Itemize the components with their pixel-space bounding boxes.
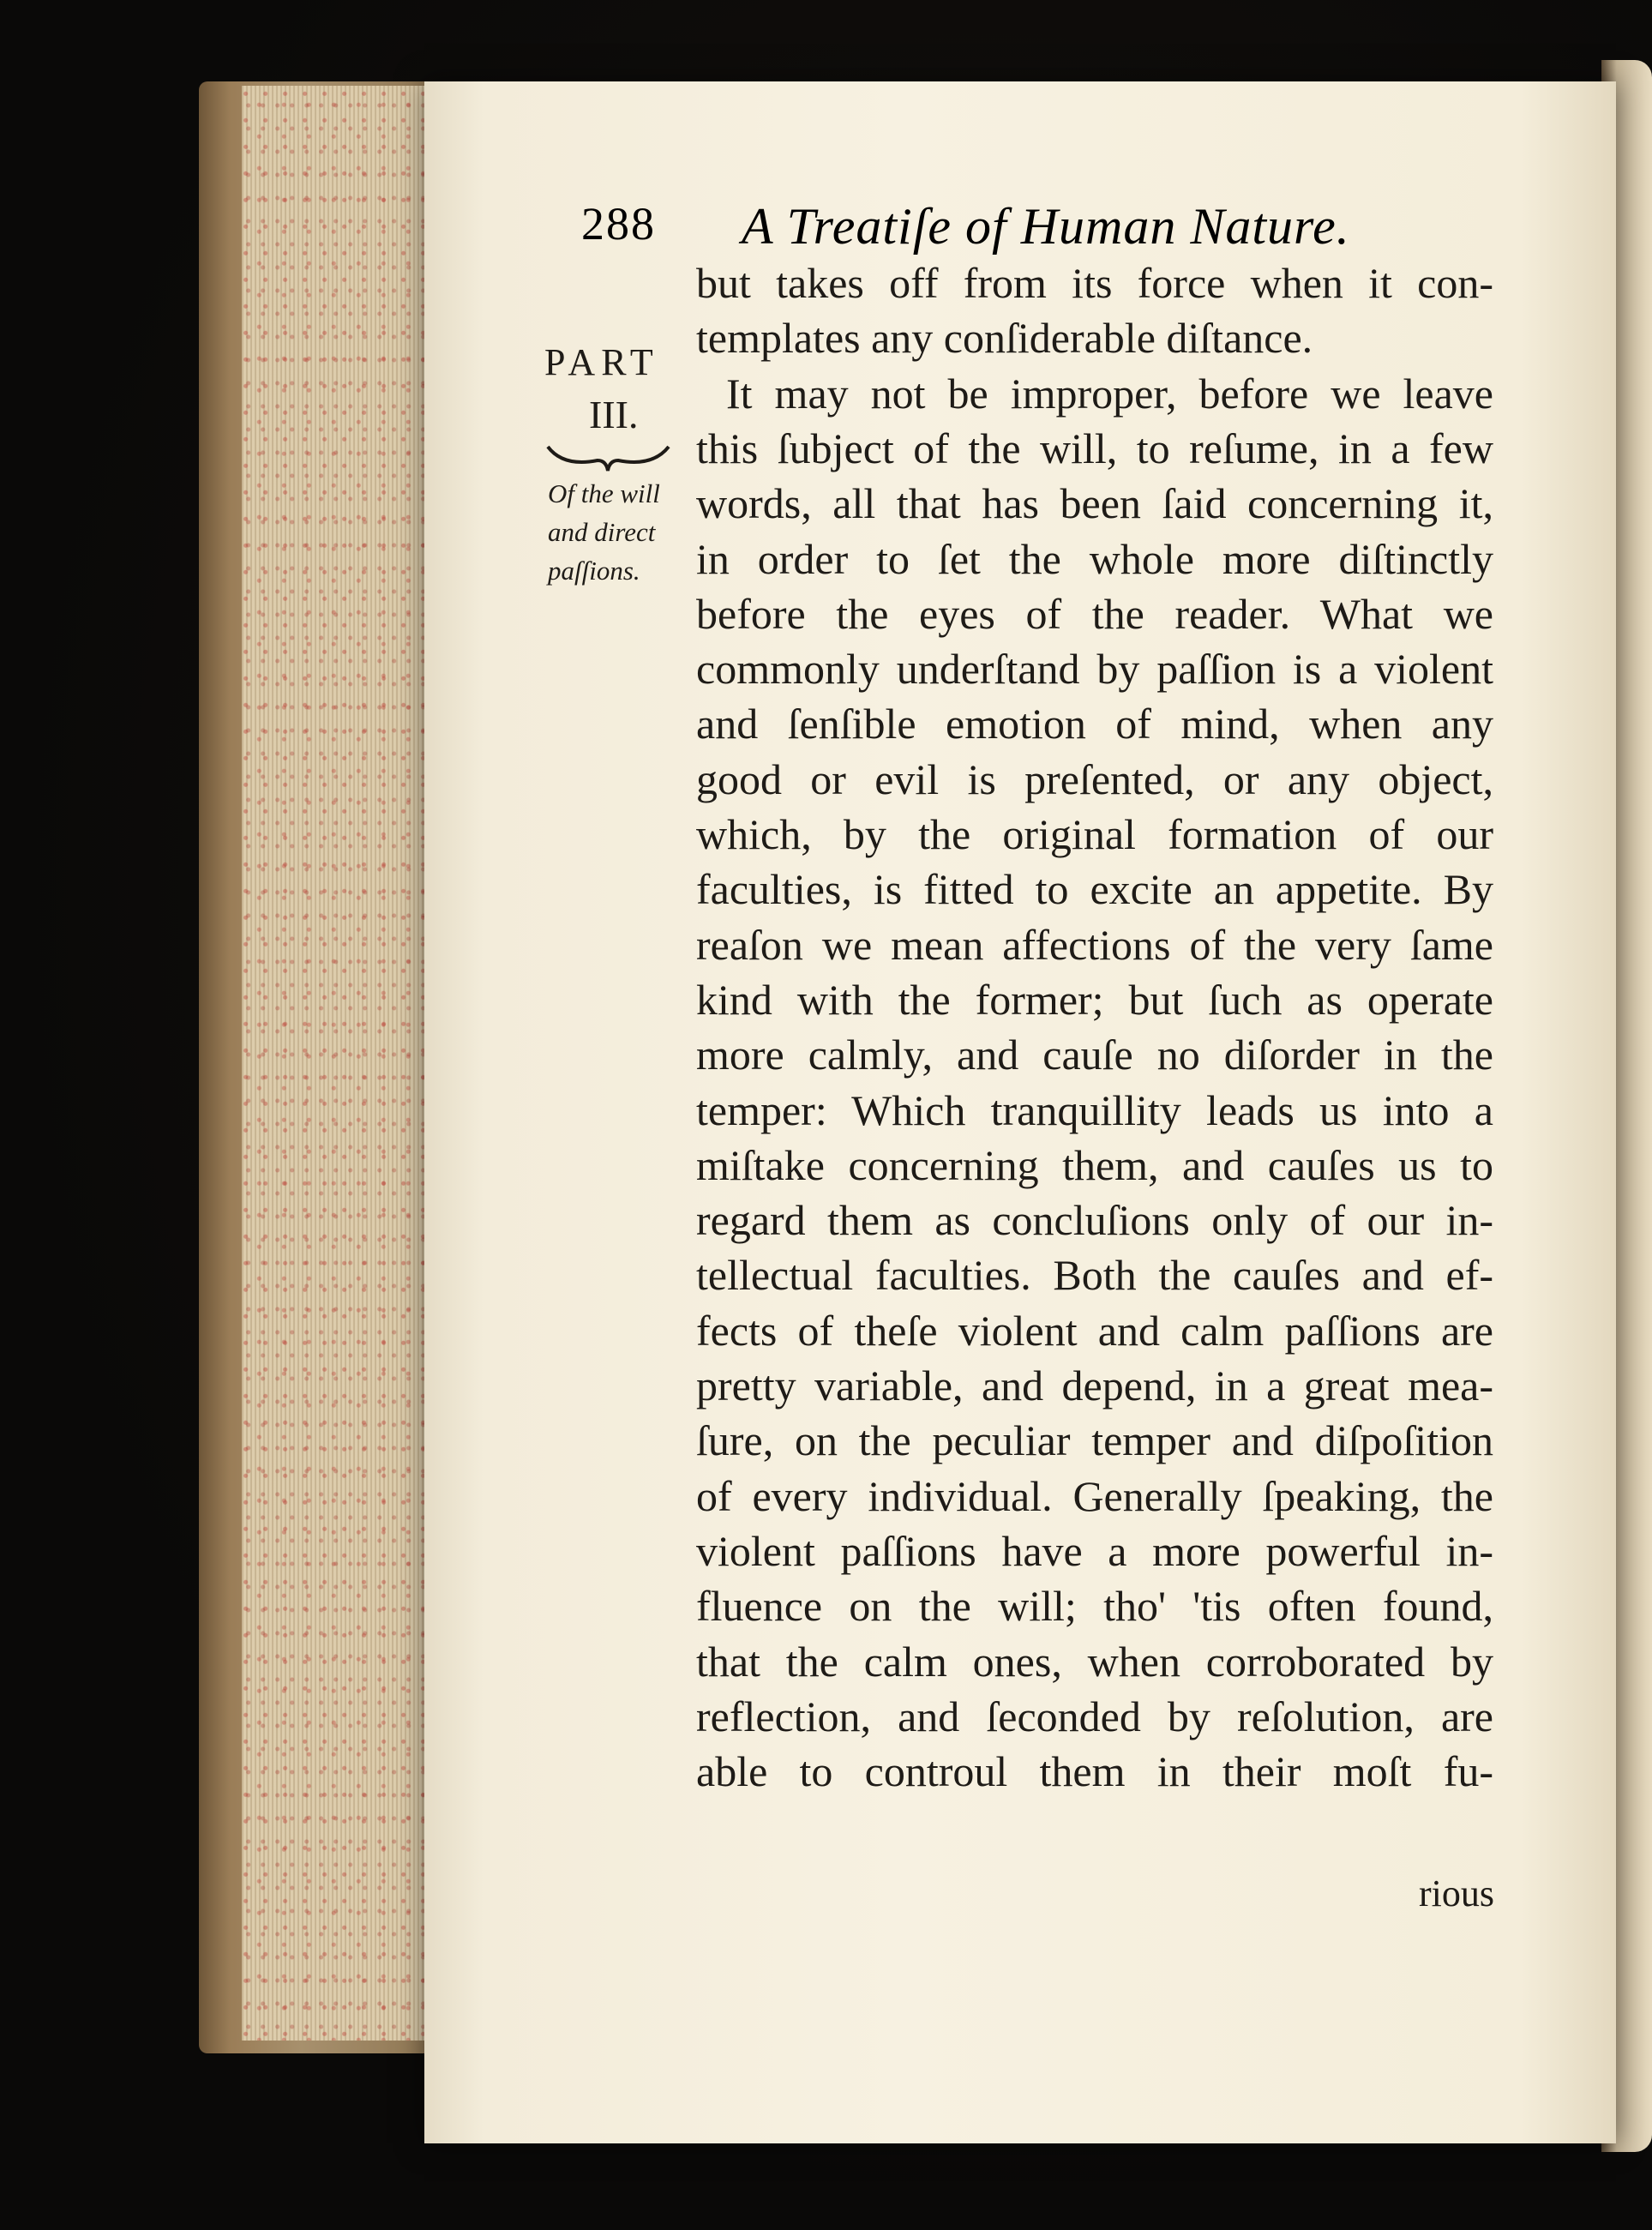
body-line: of every individual. Generally ſpeaking, the — [696, 1471, 1493, 1520]
book-page — [424, 81, 1616, 2143]
body-line: able to controul them in their moſt fu- — [696, 1747, 1493, 1796]
body-line: commonly underſtand by paſſion is a violent — [696, 645, 1493, 694]
margin-part-label: PART — [544, 341, 659, 383]
body-line: It may not be improper, before we leave — [726, 369, 1493, 418]
page-fore-edge — [242, 86, 439, 2041]
body-line: tellectual faculties. Both the cauſes and ef- — [696, 1251, 1493, 1300]
body-line: pretty variable, and depend, in a great mea- — [696, 1361, 1493, 1410]
body-line: fects of theſe violent and calm paſſions are — [696, 1306, 1493, 1355]
body-line: words, all that has been ſaid concerning it, — [696, 479, 1493, 528]
body-line: temper: Which tranquillity leads us into a — [696, 1085, 1493, 1134]
body-line: this ſubject of the will, to reſume, in a few — [696, 424, 1493, 472]
body-line: good or evil is preſented, or any object, — [696, 754, 1493, 803]
body-line: in order to ſet the whole more diſtinctly — [696, 534, 1493, 583]
body-line: miſtake concerning them, and cauſes us to — [696, 1140, 1493, 1189]
body-line: fluence on the will; tho' 'tis often found, — [696, 1582, 1493, 1631]
body-line: templates any conſiderable diſtance. — [696, 314, 1313, 363]
running-title: A Treatiſe of Human Nature. — [742, 198, 1350, 255]
body-line: which, by the original formation of our — [696, 810, 1493, 858]
body-line: reflection, and ſeconded by reſolution, are — [696, 1692, 1493, 1740]
body-line: before the eyes of the reader. What we — [696, 589, 1493, 638]
body-line: and ſenſible emotion of mind, when any — [696, 700, 1493, 748]
body-line: reaſon we mean affections of the very ſame — [696, 920, 1493, 969]
catchword: rious — [1419, 1872, 1494, 1914]
body-line: faculties, is fitted to excite an appetite. By — [696, 865, 1493, 914]
body-line: kind with the former; but ſuch as operate — [696, 975, 1493, 1024]
body-line: regard them as concluſions only of our in- — [696, 1196, 1493, 1245]
body-line: that the calm ones, when corroborated by — [696, 1637, 1493, 1686]
margin-part-number: III. — [589, 393, 639, 436]
brace-ornament — [546, 442, 670, 472]
body-line: more calmly, and cauſe no diſorder in the — [696, 1031, 1493, 1079]
body-line: violent paſſions have a more powerful in- — [696, 1526, 1493, 1575]
margin-note: Of the will and direct paſſions. — [548, 478, 660, 586]
body-line: but takes off from its force when it con- — [696, 259, 1493, 307]
page-number: 288 — [581, 198, 656, 249]
body-line: ſure, on the peculiar temper and diſpoſition — [696, 1416, 1493, 1465]
